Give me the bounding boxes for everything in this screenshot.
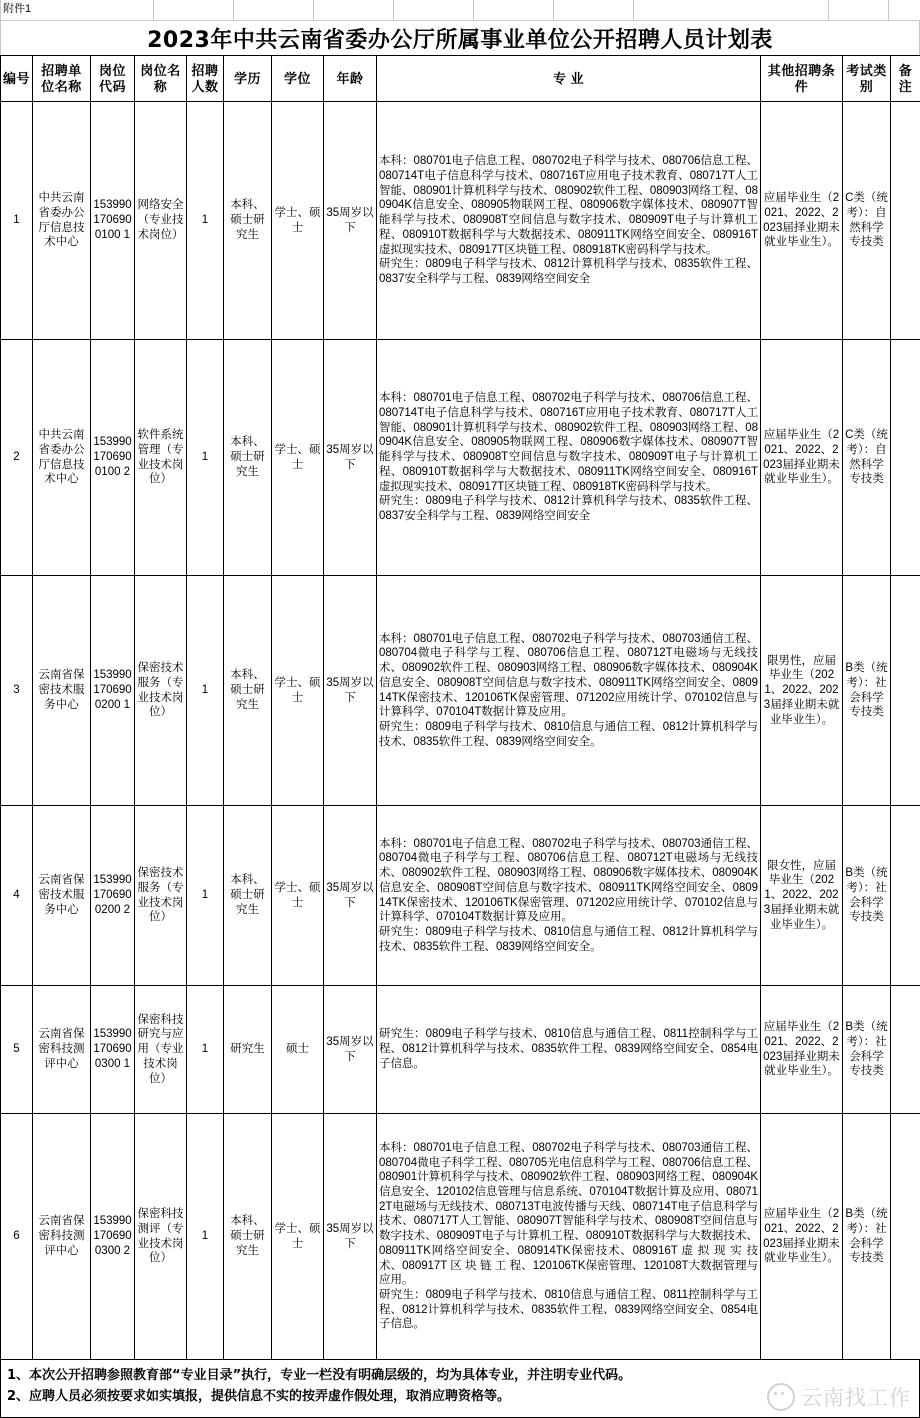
attach-blank-4 (394, 0, 474, 20)
cell-degree: 学士、硕士 (272, 806, 324, 986)
cell-degree: 学士、硕士 (272, 102, 324, 340)
cell-age: 35周岁以下 (324, 1114, 377, 1360)
cell-education: 本科、硕士研究生 (224, 1114, 272, 1360)
cell-major (377, 986, 761, 1114)
cell-code: 1539901706900200 1 (91, 576, 135, 806)
major-undergrad: 本科：080701电子信息工程、080702电子科学与技术、080703通信工程、080704微电子科学与工程、080706信息工程、080712T电磁场与无线技术、080902软件工程、080903网络工程、080906数字媒体技术、080904K信息安全、080908T空间信息与数字技术、080911TK网络空间安全、080914TK保密技术、120106TK保密管理、071202应用统计学、070102信息与计算科学、070104T数据计算及应用。 (379, 837, 758, 925)
cell-post: 软件系统管理（专业技术岗位） (135, 340, 187, 576)
major-grad: 研究生：0809电子科学与技术、0812计算机科学与技术、0835软件工程、0837安全科学与工程、0839网络空间安全 (379, 494, 758, 523)
major-undergrad: 本科：080701电子信息工程、080702电子科学与技术、080706信息工程、080714T电子信息科学与技术、080716T应用电子技术教育、080717T人工智能、080901计算机科学与技术、080902软件工程、080903网络工程、080904K信息安全、080905物联网工程、080906数字媒体技术、080907T智能科学与技术、080908T空间信息与数字技术、080909T电子与计算机工程、080910T数据科学与大数据技术、080911TK网络空间安全、080916T虚拟现实技术、080917T区块链工程、080918TK密码科学与技术。 (379, 154, 758, 257)
cell-no: 3 (1, 576, 33, 806)
cell-other-conditions: 限女性，应届毕业生（2021、2022、2023届择业期未就业毕业生）。 (761, 806, 843, 986)
attach-blank-2 (234, 0, 314, 20)
cell-remark (891, 806, 920, 986)
cell-no: 5 (1, 986, 33, 1114)
cell-no: 4 (1, 806, 33, 986)
recruitment-plan-table (0, 55, 920, 1360)
table-header-row (1, 56, 920, 102)
footer-notes (0, 1360, 920, 1418)
cell-other-conditions: 应届毕业生（2021、2022、2023届择业期未就业毕业生）。 (761, 986, 843, 1114)
major-grad: 研究生：0809电子科学与技术、0810信息与通信工程、0811控制科学与工程、0812计算机科学与技术、0835软件工程、0839网络空间安全、0854电子信息。 (379, 1288, 758, 1332)
watermark (767, 1382, 911, 1412)
cell-unit: 中共云南省委办公厅信息技术中心 (33, 102, 91, 340)
cell-no: 1 (1, 102, 33, 340)
cell-age: 35周岁以下 (324, 576, 377, 806)
cell-degree: 学士、硕士 (272, 340, 324, 576)
cell-major (377, 102, 761, 340)
header-education: 学历 (224, 56, 272, 102)
cell-age: 35周岁以下 (324, 986, 377, 1114)
major-undergrad: 本科：080701电子信息工程、080702电子科学与技术、080706信息工程、080714T电子信息科学与技术、080716T应用电子技术教育、080717T人工智能、080901计算机科学与技术、080902软件工程、080903网络工程、080904K信息安全、080905物联网工程、080906数字媒体技术、080907T智能科学与技术、080908T空间信息与数字技术、080909T电子与计算机工程、080910T数据科学与大数据技术、080911TK网络空间安全、080916T虚拟现实技术、080917T区块链工程、080918TK密码科学与技术。 (379, 391, 758, 494)
table-row (1, 576, 920, 806)
header-no: 编号 (1, 56, 33, 102)
cell-major (377, 806, 761, 986)
attachment-label-row (0, 0, 920, 21)
cell-education: 研究生 (224, 986, 272, 1114)
cell-degree: 学士、硕士 (272, 1114, 324, 1360)
cell-count: 1 (187, 986, 224, 1114)
cell-code: 1539901706900200 2 (91, 806, 135, 986)
note-line-1: 1、本次公开招聘参照教育部“专业目录”执行，专业一栏没有明确层级的，均为具体专业，并注明专业代码。 (7, 1365, 913, 1386)
cell-unit: 云南省保密科技测评中心 (33, 986, 91, 1114)
cell-code: 1539901706900300 1 (91, 986, 135, 1114)
cell-education: 本科、硕士研究生 (224, 340, 272, 576)
cell-code: 1539901706900300 2 (91, 1114, 135, 1360)
header-count: 招聘人数 (187, 56, 224, 102)
cell-unit: 云南省保密技术服务中心 (33, 576, 91, 806)
cell-remark (891, 1114, 920, 1360)
cell-major (377, 1114, 761, 1360)
cell-count: 1 (187, 1114, 224, 1360)
cell-no: 6 (1, 1114, 33, 1360)
cell-remark (891, 340, 920, 576)
attach-blank-3 (314, 0, 394, 20)
cell-exam-type: B类（统考）：社会科学专技类 (843, 576, 891, 806)
watermark-text: 云南找工作 (801, 1382, 911, 1412)
cell-education: 本科、硕士研究生 (224, 102, 272, 340)
cell-education: 本科、硕士研究生 (224, 806, 272, 986)
cell-other-conditions: 限男性，应届毕业生（2021、2022、2023届择业期未就业毕业生）。 (761, 576, 843, 806)
cell-post: 保密科技测评（专业技术岗位） (135, 1114, 187, 1360)
cell-degree: 学士、硕士 (272, 576, 324, 806)
attachment-label: 附件1 (0, 0, 154, 20)
cell-unit: 云南省保密科技测评中心 (33, 1114, 91, 1360)
attach-blank-8 (829, 0, 889, 20)
major-grad: 研究生：0809电子科学与技术、0810信息与通信工程、0811控制科学与工程、0812计算机科学与技术、0835软件工程、0839网络空间安全、0854电子信息。 (379, 1027, 758, 1071)
cell-age: 35周岁以下 (324, 102, 377, 340)
cell-code: 1539901706900100 2 (91, 340, 135, 576)
cell-major (377, 340, 761, 576)
header-age: 年龄 (324, 56, 377, 102)
cell-count: 1 (187, 340, 224, 576)
header-code: 岗位代码 (91, 56, 135, 102)
cell-code: 1539901706900100 1 (91, 102, 135, 340)
attach-blank-1 (154, 0, 234, 20)
cell-major (377, 576, 761, 806)
cell-count: 1 (187, 102, 224, 340)
cell-no: 2 (1, 340, 33, 576)
header-remark: 备注 (891, 56, 920, 102)
major-undergrad: 本科：080701电子信息工程、080702电子科学与技术、080703通信工程、080704微电子科学工程、080705光电信息科学与工程、080706信息工程、080901计算机科学与技术、080902软件工程、080903网络工程、080904K信息安全、120102信息管理与信息系统、070104T数据计算及应用、080712T电磁场与无线技术、080713T电波传播与天线、080714T电子信息科学与技术、080717T人工智能、080907T智能科学与技术、080908T空间信息与数字技术、080909T电子与计算机工程、080910T数据科学与大数据技术、080911TK网络空间安全、080914TK保密技术、080916T 虚 拟 现 实 技 术、080917T 区 块 链 工 程、120106TK保密管理、120108T大数据管理与应用。 (379, 1141, 758, 1288)
major-undergrad: 本科：080701电子信息工程、080702电子科学与技术、080703通信工程、080704微电子科学与工程、080706信息工程、080712T电磁场与无线技术、080902软件工程、080903网络工程、080906数字媒体技术、080904K信息安全、080908T空间信息与数字技术、080911TK网络空间安全、080914TK保密技术、120106TK保密管理、071202应用统计学、070102信息与计算科学、070104T数据计算及应用。 (379, 632, 758, 720)
cell-age: 35周岁以下 (324, 806, 377, 986)
table-row (1, 102, 920, 340)
table-body (1, 102, 920, 1360)
attach-blank-5 (474, 0, 554, 20)
cell-age: 35周岁以下 (324, 340, 377, 576)
cell-other-conditions: 应届毕业生（2021、2022、2023届择业期未就业毕业生）。 (761, 102, 843, 340)
attach-blank-6 (554, 0, 634, 20)
header-major: 专 业 (377, 56, 761, 102)
attach-blank-7 (634, 0, 829, 20)
cell-post: 保密技术服务（专业技术岗位） (135, 576, 187, 806)
note-line-2: 2、应聘人员必须按要求如实填报，提供信息不实的按弄虚作假处理，取消应聘资格等。 (7, 1386, 913, 1407)
cell-post: 保密科技研究与应用（专业技术岗位） (135, 986, 187, 1114)
header-exam-type: 考试类别 (843, 56, 891, 102)
cell-unit: 中共云南省委办公厅信息技术中心 (33, 340, 91, 576)
table-row (1, 340, 920, 576)
cell-post: 网络安全（专业技术岗位） (135, 102, 187, 340)
cell-exam-type: C类（统考）：自然科学专技类 (843, 102, 891, 340)
cell-exam-type: B类（统考）：社会科学专技类 (843, 806, 891, 986)
cell-degree: 硕士 (272, 986, 324, 1114)
cell-count: 1 (187, 576, 224, 806)
header-other-conditions: 其他招聘条件 (761, 56, 843, 102)
header-degree: 学位 (272, 56, 324, 102)
wechat-icon (767, 1383, 795, 1411)
cell-other-conditions: 应届毕业生（2021、2022、2023届择业期未就业毕业生）。 (761, 340, 843, 576)
header-unit: 招聘单位名称 (33, 56, 91, 102)
table-row (1, 986, 920, 1114)
major-grad: 研究生：0809电子科学与技术、0810信息与通信工程、0812计算机科学与技术、0835软件工程、0839网络空间安全。 (379, 720, 758, 749)
major-grad: 研究生：0809电子科学与技术、0810信息与通信工程、0812计算机科学与技术、0835软件工程、0839网络空间安全。 (379, 925, 758, 954)
table-row (1, 806, 920, 986)
cell-exam-type: B类（统考）：社会科学专技类 (843, 1114, 891, 1360)
cell-exam-type: C类（统考）：自然科学专技类 (843, 340, 891, 576)
cell-remark (891, 102, 920, 340)
table-title-bar (0, 21, 920, 55)
header-post: 岗位名称 (135, 56, 187, 102)
page-title: 2023年中共云南省委办公厅所属事业单位公开招聘人员计划表 (147, 23, 773, 54)
cell-remark (891, 986, 920, 1114)
major-grad: 研究生：0809电子科学与技术、0812计算机科学与技术、0835软件工程、0837安全科学与工程、0839网络空间安全 (379, 257, 758, 286)
cell-count: 1 (187, 806, 224, 986)
cell-post: 保密技术服务（专业技术岗位） (135, 806, 187, 986)
cell-education: 本科、硕士研究生 (224, 576, 272, 806)
table-row (1, 1114, 920, 1360)
cell-remark (891, 576, 920, 806)
cell-exam-type: B类（统考）：社会科学专技类 (843, 986, 891, 1114)
cell-unit: 云南省保密技术服务中心 (33, 806, 91, 986)
cell-other-conditions: 应届毕业生（2021、2022、2023届择业期未就业毕业生）。 (761, 1114, 843, 1360)
